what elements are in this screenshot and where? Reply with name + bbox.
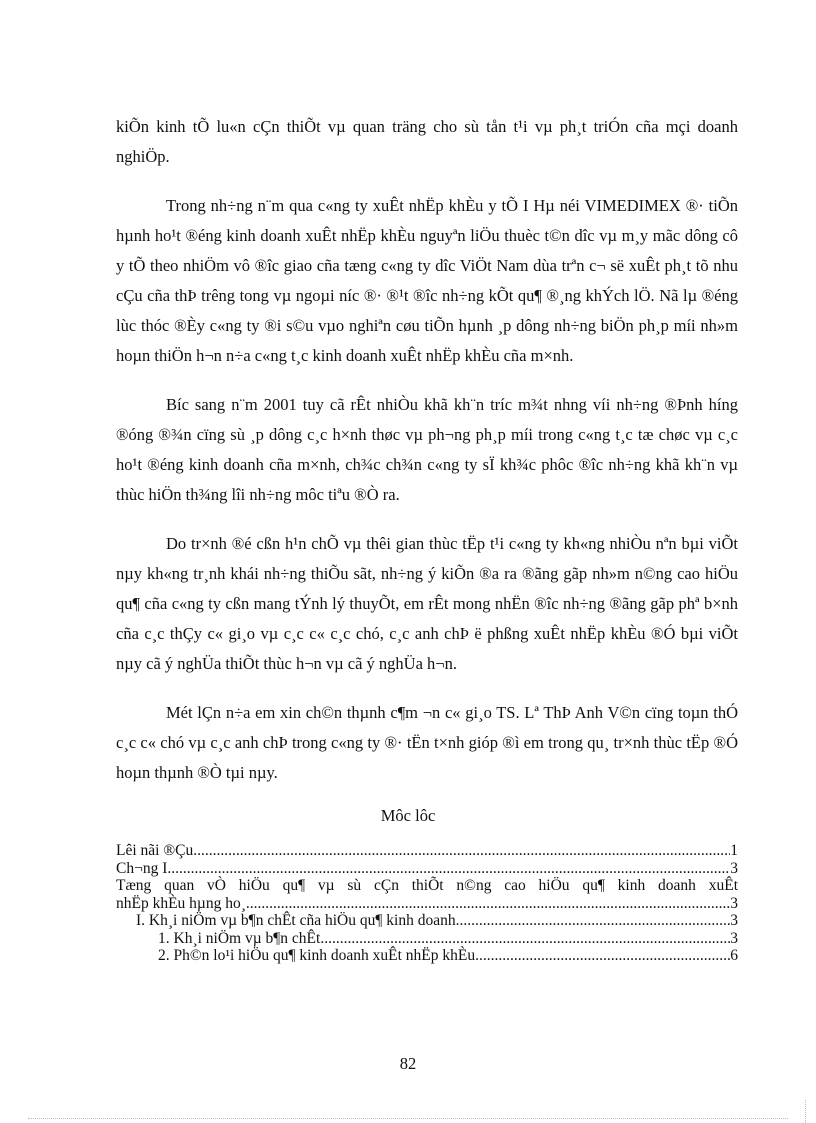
- paragraph-company-activities: Trong nh÷ng n¨m qua c«ng ty xuÊt nhËp khÈu y tÕ I Hµ néi VIMEDIMEX ®· tiÕn hµnh ho¹t ®éng kinh doanh xuÊt nhËp khÈu nguyªn liÖu thuèc t©n dîc vµ m¸y mãc dông cô y tÕ theo nhiÖm vô ®îc giao cña tæng c«ng ty dîc ViÖt Nam dùa trªn c¬ së xuÊt ph¸t tõ nhu cÇu cña thÞ trêng tong vµ ngoµi níc ®· ®¹t ®îc nh÷ng kÕt qu¶ ®¸ng khÝch lÖ. Nã lµ ®éng lùc thóc ®Èy c«ng ty ®i s©u vµo nghiªn cøu tiÕn hµnh ¸p dông nh÷ng biÖn ph¸p míi nh»m hoµn thiÖn h¬n n÷a c«ng t¸c kinh doanh xuÊt nhËp khÈu cña m×nh.: [116, 196, 738, 365]
- toc-entry-text-line2: nhËp khÈu hµng ho¸.: [116, 894, 250, 912]
- toc-entry-page: 3: [730, 859, 738, 877]
- toc-entry-subsection-2[interactable]: [116, 947, 738, 965]
- toc-leader-dots: [479, 947, 730, 965]
- toc-entry-chapter-1[interactable]: [116, 860, 738, 878]
- toc-entry-overview[interactable]: [116, 877, 738, 912]
- page-number: 82: [399, 1054, 417, 1073]
- paragraph-2001-outlook: Bíc sang n¨m 2001 tuy cã rÊt nhiÒu khã kh¨n tríc m¾t nhng víi nh÷ng ®Þnh híng ®óng ®¾n cïng sù ¸p dông c¸c h×nh thøc vµ ph¬ng ph¸p míi trong c«ng t¸c tæ chøc vµ c¸c ho¹t ®éng kinh doanh cña m×nh, ch¾c ch¾n c«ng ty sÏ kh¾c phôc ®îc nh÷ng khã kh¨n vµ thùc hiÖn th¾ng lîi nh÷ng môc tiªu ®Ò ra.: [116, 395, 738, 504]
- paragraph-intro-continuation: kiÕn kinh tÕ lu«n cÇn thiÕt vµ quan träng cho sù tån t¹i vµ ph¸t triÓn cña mçi doanh nghiÖp.: [116, 117, 738, 166]
- toc-entry-page: 3: [730, 929, 738, 947]
- toc-leader-dots: [459, 912, 730, 930]
- paragraph-acknowledgement: Mét lÇn n÷a em xin ch©n thµnh c¶m ¬n c« gi¸o TS. Lª ThÞ Anh V©n cïng toµn thÓ c¸c c« chó vµ c¸c anh chÞ trong c«ng ty ®· tËn t×nh gióp ®ì em trong qu¸ tr×nh thùc tËp ®Ó hoµn thµnh ®Ò tµi nµy.: [116, 703, 738, 782]
- toc-leader-dots: [167, 860, 730, 878]
- toc-entry-text: Lêi nãi ®Çu: [116, 842, 194, 859]
- toc-entry-text: 1. Kh¸i niÖm vµ b¶n chÊt.: [158, 929, 325, 947]
- toc-entry-page: 1: [730, 842, 738, 859]
- toc-leader-dots: [324, 930, 730, 948]
- toc-entry-section-I[interactable]: [116, 912, 738, 930]
- paragraph-limitations: Do tr×nh ®é cßn h¹n chÕ vµ thêi gian thùc tËp t¹i c«ng ty kh«ng nhiÒu nªn bµi viÕt nµy kh«ng tr¸nh khái nh÷ng thiÕu sãt, nh÷ng ý kiÕn ®a ra ®ãng gãp nh»m n©ng cao hiÖu qu¶ cña c«ng ty cßn mang tÝnh lý thuyÕt, em rÊt mong nhËn ®îc nh÷ng ®ãng gãp phª b×nh cña c¸c thÇy c« gi¸o vµ c¸c c« c¸c chó, c¸c anh chÞ ë phßng xuÊt nhËp khÈu ®Ó bµi viÕt nµy cã ý nghÜa thiÕt thùc h¬n vµ cã ý nghÜa h¬n.: [116, 534, 738, 673]
- toc-entry-text: Ch¬ng I: [116, 859, 168, 877]
- toc-entry-subsection-1[interactable]: [116, 930, 738, 948]
- page-bottom-border: [28, 1118, 788, 1119]
- toc-entry-text: I. Kh¸i niÖm vµ b¶n chÊt cña hiÖu qu¶ kinh doanh.: [136, 912, 460, 929]
- toc-entry-page: 3: [730, 912, 738, 929]
- toc-entry-text: 2. Ph©n lo¹i hiÖu qu¶ kinh doanh xuÊt nhËp khÈu.: [158, 947, 479, 964]
- toc-entry-preface[interactable]: [116, 842, 738, 860]
- table-of-contents: [116, 842, 738, 965]
- toc-entry-page: 6: [730, 947, 738, 964]
- toc-leader-dots: [250, 895, 730, 913]
- toc-entry-text-line1: Tæng quan vÒ hiÖu qu¶ vµ sù cÇn thiÕt n©ng cao hiÖu qu¶ kinh doanh xuÊt: [116, 877, 738, 894]
- toc-title: Môc lôc: [380, 806, 436, 825]
- page-right-border: [805, 1100, 806, 1123]
- toc-leader-dots: [193, 842, 730, 860]
- toc-entry-page: 3: [730, 894, 738, 912]
- body-text: [116, 112, 738, 807]
